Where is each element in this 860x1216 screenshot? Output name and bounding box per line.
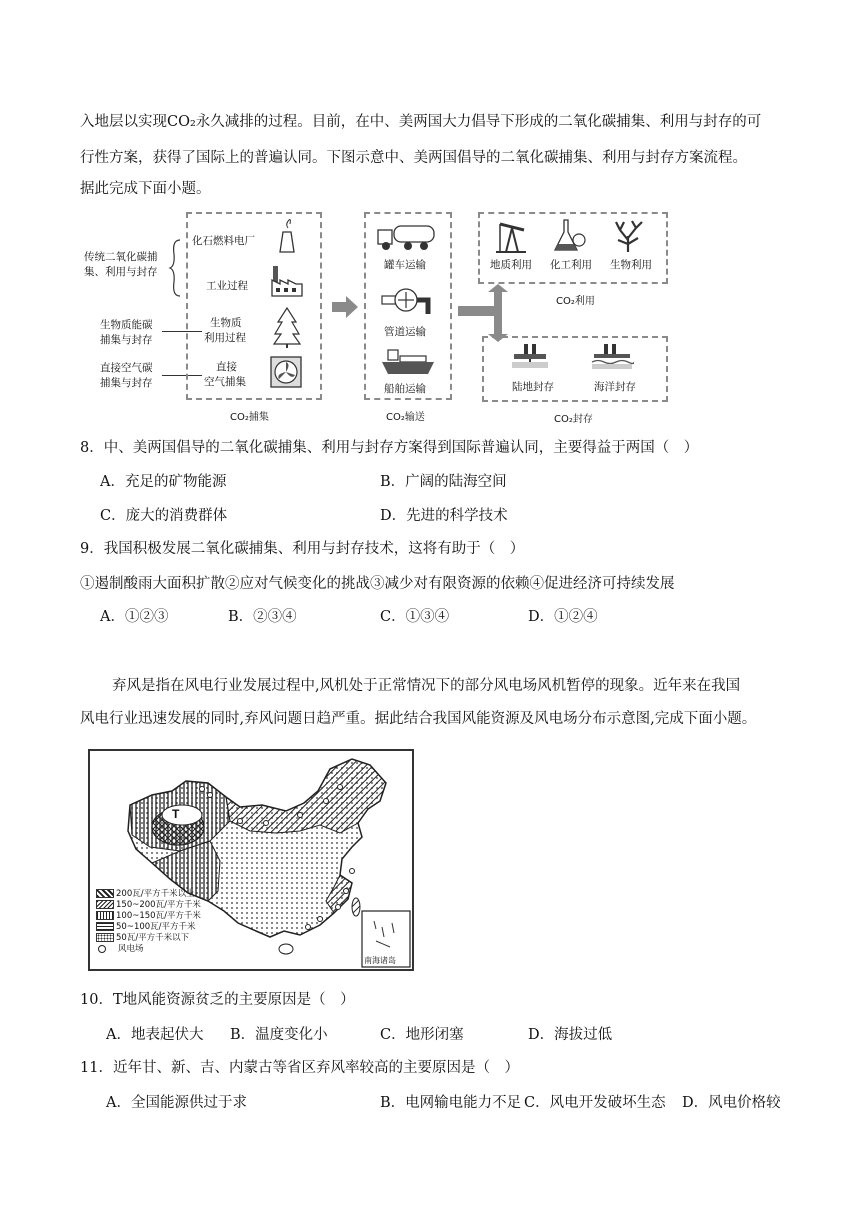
left-label-air-1: 直接空气碳 (100, 362, 153, 374)
cooling-tower-icon (276, 218, 298, 254)
q10-option-d: D．海拔过低 (528, 1027, 613, 1043)
q9-option-a: A．①②③ (100, 609, 169, 625)
q8-option-b: B．广阔的陆海空间 (380, 474, 507, 490)
q10-option-a: A．地表起伏大 (106, 1027, 204, 1043)
legend-label: 150~200瓦/平方千米 (116, 900, 201, 910)
ship-icon (380, 348, 436, 378)
pipeline-icon (380, 282, 434, 318)
q10-option-c: C．地形闭塞 (380, 1027, 464, 1043)
legend-row-100-150 (96, 911, 201, 921)
q10-option-b: B．温度变化小 (230, 1027, 328, 1043)
split-arrow-icon (458, 284, 514, 342)
map-label-t: T (172, 807, 180, 821)
q9-option-b: B．②③④ (228, 609, 297, 625)
left-label-air-2: 捕集与封存 (100, 377, 153, 389)
transport-item-truck: 罐车运输 (384, 259, 426, 271)
capture-item-bio-1: 生物质 (210, 317, 242, 329)
capture-item-bio-2: 利用过程 (204, 332, 246, 344)
land-storage-icon (510, 342, 550, 370)
legend-swatch-icon (96, 933, 114, 942)
legend-swatch-icon (96, 900, 114, 909)
coral-icon (610, 218, 646, 254)
brace-icon (168, 238, 184, 298)
legend-row-wind-farm (96, 944, 144, 954)
legend-swatch-icon (96, 889, 114, 898)
use-item-geology: 地质利用 (490, 259, 532, 271)
ocean-storage-icon (590, 342, 634, 370)
use-item-chemical: 化工利用 (550, 259, 592, 271)
q10-stem: 10．T地风能资源贫乏的主要原因是（ ） (80, 992, 355, 1008)
map-legend (96, 889, 216, 969)
capture-item-air-2: 空气捕集 (204, 376, 246, 388)
storage-caption: CO₂封存 (554, 414, 593, 425)
legend-row-200 (96, 889, 195, 899)
intro-line-2: 行性方案，获得了国际上的普遍认同。下图示意中、美两国倡导的二氧化碳捕集、利用与封存方案流程。 (80, 150, 747, 166)
fan-icon (270, 356, 302, 388)
legend-swatch-icon (96, 922, 114, 931)
tree-icon (272, 306, 302, 348)
ccus-diagram (80, 208, 680, 428)
legend-label: 风电场 (118, 944, 144, 954)
q8-option-a: A．充足的矿物能源 (100, 474, 227, 490)
oil-pump-icon (494, 218, 528, 254)
transport-item-pipeline: 管道运输 (384, 326, 426, 338)
q9-option-d: D．①②④ (528, 609, 598, 625)
legend-row-below-50 (96, 933, 189, 943)
arrow-right-icon (332, 296, 358, 318)
q8-option-d: D．先进的科学技术 (380, 508, 508, 524)
store-item-land: 陆地封存 (512, 381, 554, 393)
passage2-line-1: 弃风是指在风电行业发展过程中,风机处于正常情况下的部分风电场风机暂停的现象。近年来在我国 (112, 678, 741, 694)
left-label-bio-2: 捕集与封存 (100, 334, 153, 346)
store-item-ocean: 海洋封存 (594, 381, 636, 393)
q8-stem: 8．中、美两国倡导的二氧化碳捕集、利用与封存方案得到国际普遍认同，主要得益于两国（ ） (80, 440, 699, 456)
q11-option-a: A．全国能源供过于求 (106, 1095, 247, 1111)
capture-item-industry: 工业过程 (206, 280, 248, 292)
inset-label: 南海诸岛 (364, 956, 396, 965)
wind-resource-map (88, 749, 414, 971)
legend-label: 200瓦/平方千米以上 (116, 889, 195, 899)
transport-item-ship: 船舶运输 (384, 383, 426, 395)
passage2-line-2: 风电行业迅速发展的同时,弃风问题日趋严重。据此结合我国风能资源及风电场分布示意图,完成下面小题。 (80, 711, 757, 727)
flask-icon (552, 218, 586, 254)
transport-caption: CO₂输送 (386, 412, 425, 423)
capture-item-power-plant: 化石燃料电厂 (192, 235, 255, 247)
q11-option-b: B．电网输电能力不足 (380, 1095, 522, 1111)
q9-stem: 9．我国积极发展二氧化碳捕集、利用与封存技术，这将有助于（ ） (80, 541, 525, 557)
legend-row-50-100 (96, 922, 196, 932)
left-label-traditional-1: 传统二氧化碳捕 (84, 251, 158, 263)
intro-line-3: 据此完成下面小题。 (80, 181, 211, 197)
legend-row-150-200 (96, 900, 201, 910)
q8-option-c: C．庞大的消费群体 (100, 508, 228, 524)
factory-icon (270, 262, 304, 298)
q9-option-c: C．①③④ (380, 609, 450, 625)
left-label-bio-1: 生物质能碳 (100, 319, 153, 331)
left-label-traditional-2: 集、利用与封存 (84, 266, 158, 278)
legend-label: 100~150瓦/平方千米 (116, 911, 201, 921)
intro-line-1: 入地层以实现CO₂永久减排的过程。目前，在中、美两国大力倡导下形成的二氧化碳捕集、利用与封存的可 (80, 114, 762, 130)
utilization-caption: CO₂利用 (556, 296, 595, 307)
q11-option-c: C．风电开发破坏生态 (524, 1095, 666, 1111)
use-item-biological: 生物利用 (610, 259, 652, 271)
legend-label: 50~100瓦/平方千米 (116, 922, 196, 932)
legend-label: 50瓦/平方千米以下 (116, 933, 190, 943)
capture-item-air-1: 直接 (216, 361, 237, 373)
q11-stem: 11．近年甘、新、吉、内蒙古等省区弃风率较高的主要原因是（ ） (80, 1060, 519, 1076)
legend-swatch-icon (96, 911, 114, 920)
capture-caption: CO₂捕集 (230, 412, 269, 423)
q9-items: ①遏制酸雨大面积扩散②应对气候变化的挑战③减少对有限资源的依赖④促进经济可持续发展 (80, 576, 675, 592)
q11-option-d: D．风电价格较 (682, 1095, 781, 1111)
wind-farm-dot-icon (98, 945, 106, 953)
tanker-truck-icon (376, 222, 438, 252)
